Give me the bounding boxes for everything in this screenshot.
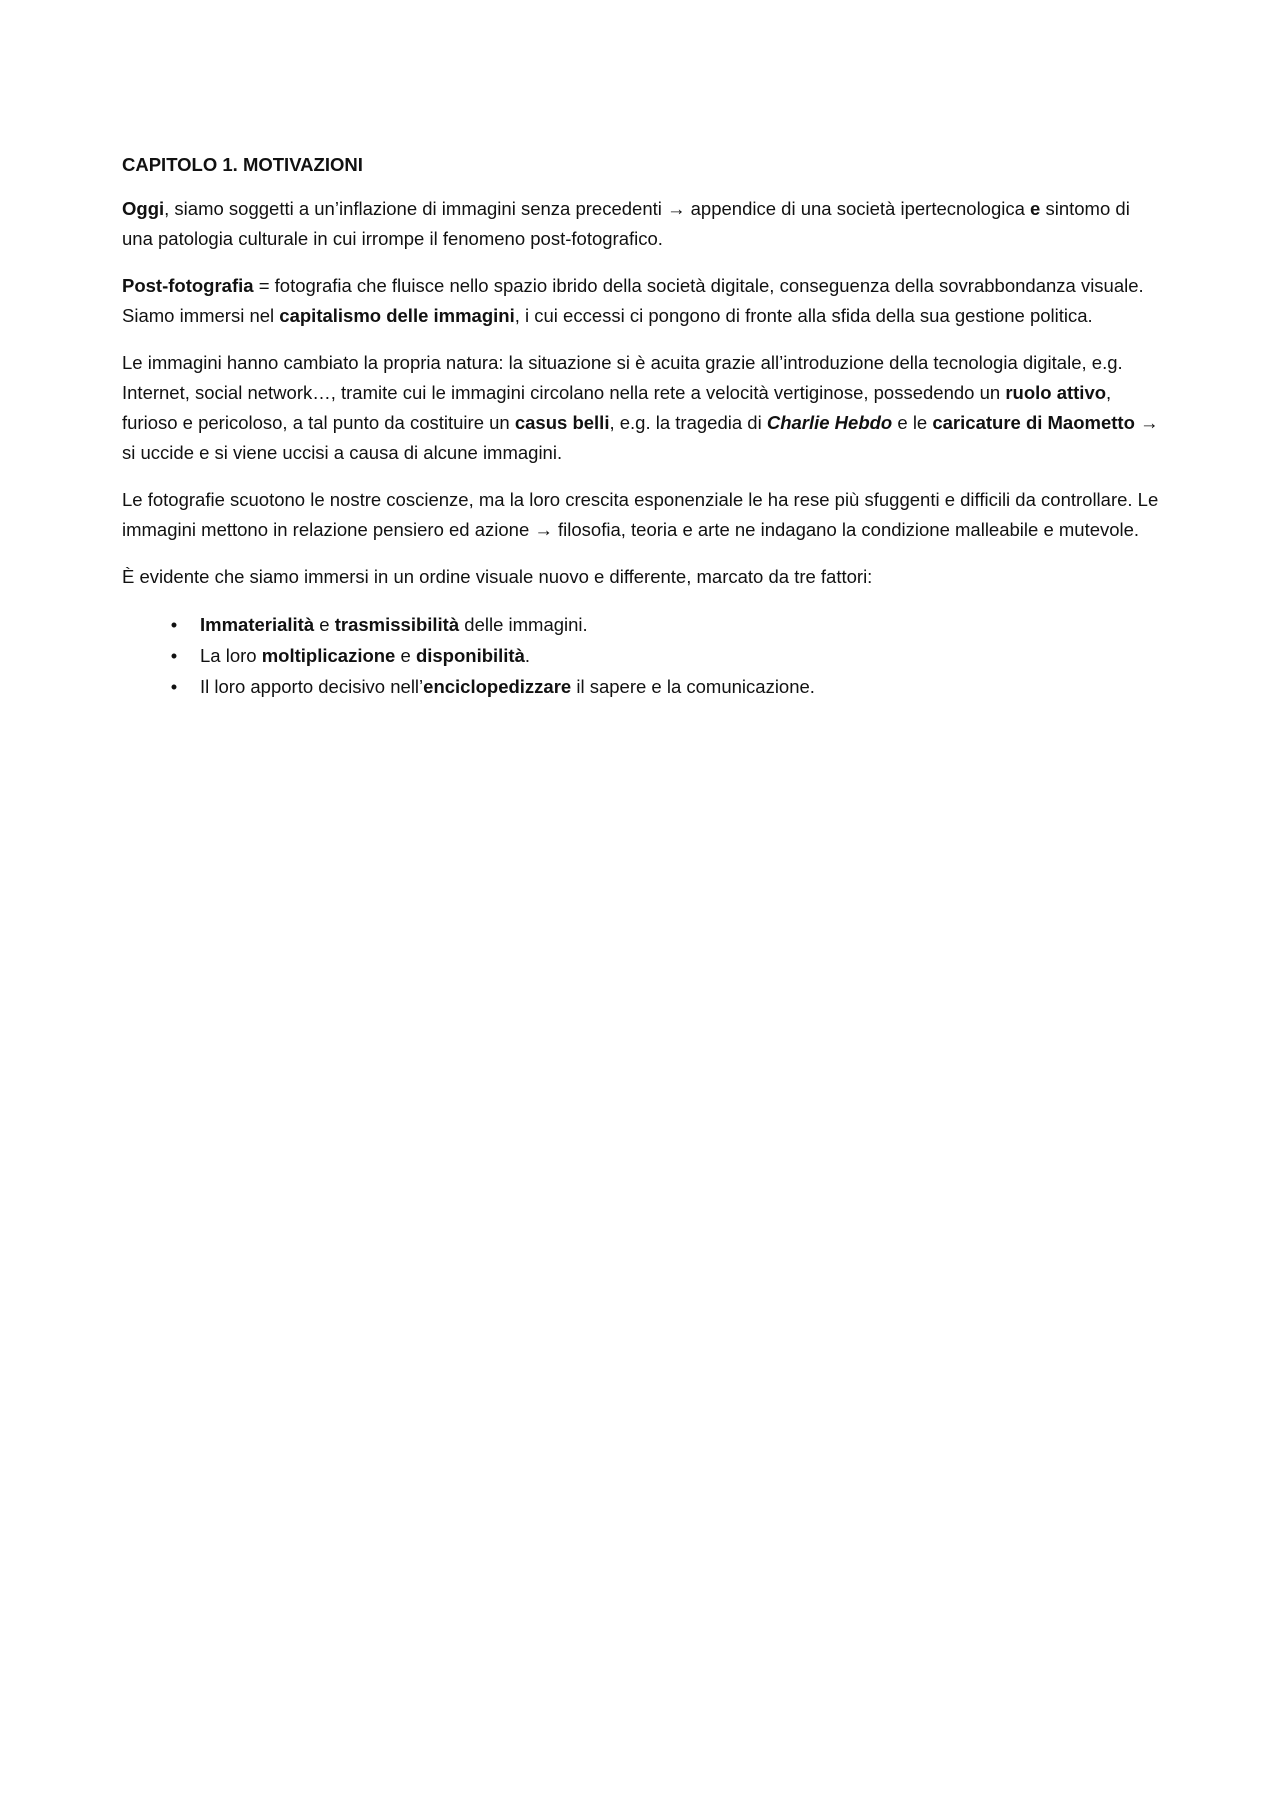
list-text: . <box>524 645 531 666</box>
list-item <box>122 609 1162 640</box>
bold-term: Oggi <box>122 198 165 219</box>
list-item <box>122 671 1162 702</box>
paragraph-text: È evidente che siamo immersi in un ordine visuale nuovo e differente, marcato da tre fattori: <box>122 566 873 587</box>
bold-term: caricature di Maometto <box>932 412 1135 433</box>
paragraph-text: , siamo soggetti a un’inflazione di immagini senza precedenti → appendice di una società ipertecnologica <box>164 198 1031 219</box>
bold-term: ruolo attivo <box>1005 382 1107 403</box>
bold-term: Post-fotografia <box>122 275 254 296</box>
bold-term: enciclopedizzare <box>423 676 572 697</box>
paragraph-text: → si uccide e si viene uccisi a causa di alcune immagini. <box>122 412 1159 463</box>
list-text: La loro <box>200 645 262 666</box>
paragraph-text: = fotografia che fluisce nello spazio ibrido della società digitale, conseguenza della sovrabbondanza visuale. Siamo immersi nel <box>122 275 1144 326</box>
list-text: delle immagini. <box>459 614 588 635</box>
factors-list <box>122 609 1162 702</box>
paragraph-text: , e.g. la tragedia di <box>609 412 767 433</box>
list-text: il sapere e la comunicazione. <box>571 676 815 697</box>
paragraph-natura-immagini <box>122 348 1162 468</box>
paragraph-text: Le fotografie scuotono le nostre coscienze, ma la loro crescita esponenziale le ha rese più sfuggenti e difficili da controllare. Le immagini mettono in relazione pensiero ed azione → filosofia, teoria e arte ne indagano la condizione malleabile e mutevole. <box>122 489 1159 540</box>
list-text: e <box>395 645 416 666</box>
bold-term: Immaterialità <box>200 614 315 635</box>
bold-italic-term: Charlie Hebdo <box>766 412 893 433</box>
paragraph-fotografie <box>122 485 1162 545</box>
bullet-icon: • <box>170 676 178 697</box>
paragraph-ordine-visuale <box>122 562 1162 592</box>
paragraph-text: Le immagini hanno cambiato la propria natura: la situazione si è acuita grazie all’introduzione della tecnologia digitale, e.g. Internet, social network…, tramite cui le immagini circolano nella rete a velocità vertiginose, possedendo un <box>122 352 1123 403</box>
list-text: e <box>314 614 335 635</box>
paragraph-text: e le <box>892 412 933 433</box>
bold-term: trasmissibilità <box>334 614 460 635</box>
paragraph-text: , furioso e pericoloso, a tal punto da costituire un <box>122 382 1112 433</box>
paragraph-post-fotografia <box>122 271 1162 331</box>
bullet-icon: • <box>170 645 178 666</box>
paragraph-text: sintomo di una patologia culturale in cui irrompe il fenomeno post-fotografico. <box>122 198 1130 249</box>
bold-term: capitalismo delle immagini <box>279 305 515 326</box>
document-page <box>122 150 1162 702</box>
bold-term: disponibilità <box>415 645 525 666</box>
paragraph-oggi <box>122 194 1162 254</box>
list-text: Il loro apporto decisivo nell’ <box>200 676 424 697</box>
bold-term: moltiplicazione <box>261 645 396 666</box>
paragraph-text: , i cui eccessi ci pongono di fronte alla sfida della sua gestione politica. <box>514 305 1093 326</box>
bold-term: e <box>1030 198 1041 219</box>
chapter-heading: CAPITOLO 1. MOTIVAZIONI <box>122 154 363 175</box>
bold-term: casus belli <box>514 412 610 433</box>
bullet-icon: • <box>170 614 178 635</box>
list-item <box>122 640 1162 671</box>
